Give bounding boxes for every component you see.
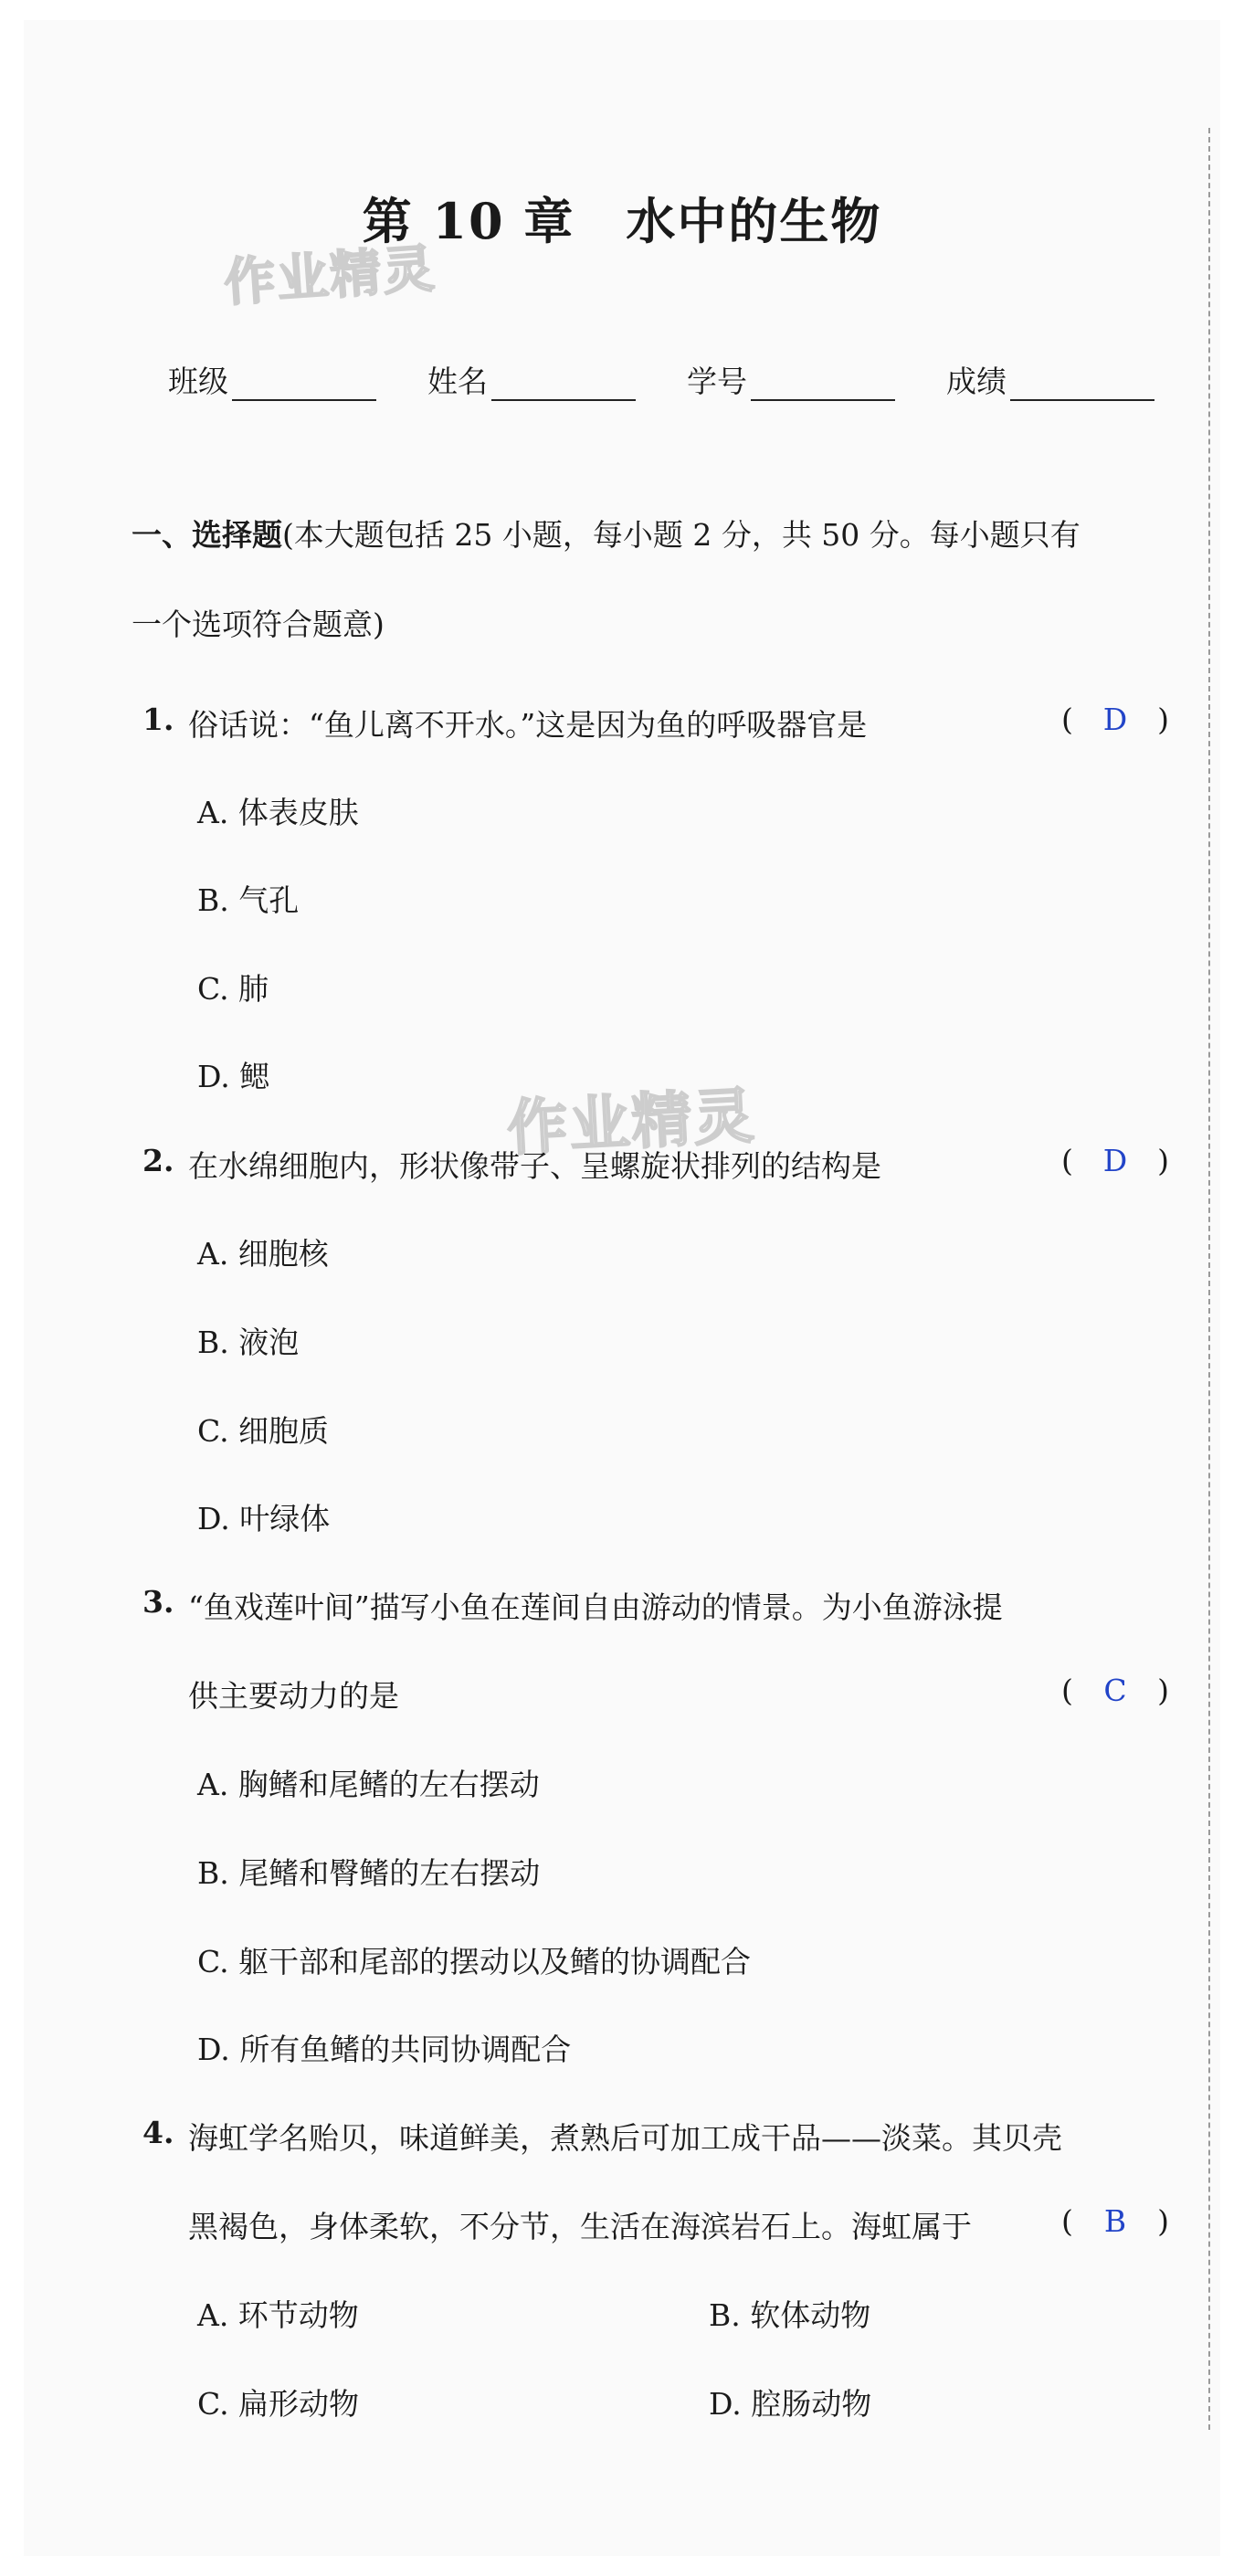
info-label: 学号: [687, 364, 747, 399]
option: C. 细胞质: [197, 1413, 330, 1449]
question-text: 俗话说：“鱼儿离不开水。”这是因为鱼的呼吸器官是: [188, 707, 868, 743]
info-class: [168, 358, 376, 401]
section-heading: 一、选择题: [132, 517, 282, 553]
option: B. 软体动物: [709, 2297, 871, 2333]
option: A. 细胞核: [197, 1236, 329, 1272]
option: A. 体表皮肤: [197, 795, 359, 830]
info-id: [687, 358, 895, 401]
section-description-cont: 一个选项符合题意): [132, 607, 385, 642]
answer-letter: B: [1103, 2203, 1127, 2239]
blank-field[interactable]: [232, 368, 376, 401]
blank-field[interactable]: [1010, 368, 1154, 401]
answer-box: [1061, 1673, 1169, 1708]
option: D. 鳃: [197, 1059, 270, 1094]
question-text-cont: 供主要动力的是: [188, 1678, 399, 1714]
answer-letter: C: [1103, 1673, 1127, 1708]
paren-open: (: [1061, 702, 1073, 737]
student-info-row: [168, 358, 1154, 401]
option: D. 腔肠动物: [709, 2386, 872, 2422]
question-text: 在水绵细胞内，形状像带子、呈螺旋状排列的结构是: [188, 1148, 881, 1184]
question-number: 2.: [142, 1143, 174, 1178]
paren-open: (: [1061, 1673, 1073, 1708]
answer-box: [1061, 1143, 1169, 1178]
blank-field[interactable]: [491, 368, 636, 401]
info-label: 班级: [168, 364, 228, 399]
answer-box: [1061, 702, 1169, 737]
option: D. 叶绿体: [197, 1501, 331, 1536]
option: C. 扁形动物: [197, 2386, 360, 2422]
option: A. 胸鳍和尾鳍的左右摆动: [197, 1767, 540, 1802]
section-heading-line: [132, 517, 1081, 554]
option: B. 气孔: [197, 882, 300, 918]
answer-letter: D: [1102, 1143, 1128, 1178]
question-number: 3.: [142, 1584, 174, 1620]
paren-close: ): [1157, 1673, 1169, 1708]
paren-close: ): [1157, 2203, 1169, 2239]
option: A. 环节动物: [197, 2297, 359, 2333]
watermark-logo: 作业精灵: [505, 1080, 758, 1165]
option: B. 尾鳍和臀鳍的左右摆动: [197, 1855, 541, 1891]
info-label: 姓名: [427, 364, 488, 399]
section-description: (本大题包括 25 小题，每小题 2 分，共 50 分。每小题只有: [282, 517, 1081, 553]
option: D. 所有鱼鳍的共同协调配合: [197, 2032, 572, 2067]
info-label: 成绩: [946, 364, 1007, 399]
question-text: 海虹学名贻贝，味道鲜美，煮熟后可加工成干品——淡菜。其贝壳: [188, 2120, 1062, 2156]
question-text-cont: 黑褐色，身体柔软，不分节，生活在海滨岩石上。海虹属于: [188, 2209, 972, 2244]
option: B. 液泡: [197, 1325, 300, 1360]
answer-box: [1061, 2203, 1169, 2239]
blank-field[interactable]: [751, 368, 895, 401]
question-number: 4.: [142, 2115, 174, 2150]
question-text: “鱼戏莲叶间”描写小鱼在莲间自由游动的情景。为小鱼游泳提: [188, 1589, 1003, 1625]
page-title: 第 10 章 水中的生物: [362, 192, 882, 250]
option: C. 躯干部和尾部的摆动以及鳍的协调配合: [197, 1944, 752, 1980]
paren-close: ): [1157, 1143, 1169, 1178]
paren-open: (: [1061, 2203, 1073, 2239]
watermark-logo: 作业精灵: [222, 238, 438, 314]
question-number: 1.: [142, 702, 174, 737]
paren-open: (: [1061, 1143, 1073, 1178]
answer-letter: D: [1102, 702, 1128, 737]
info-name: [427, 358, 636, 401]
info-score: [946, 358, 1154, 401]
cut-line: [1208, 128, 1210, 2430]
option: C. 肺: [197, 971, 269, 1007]
paren-close: ): [1157, 702, 1169, 737]
